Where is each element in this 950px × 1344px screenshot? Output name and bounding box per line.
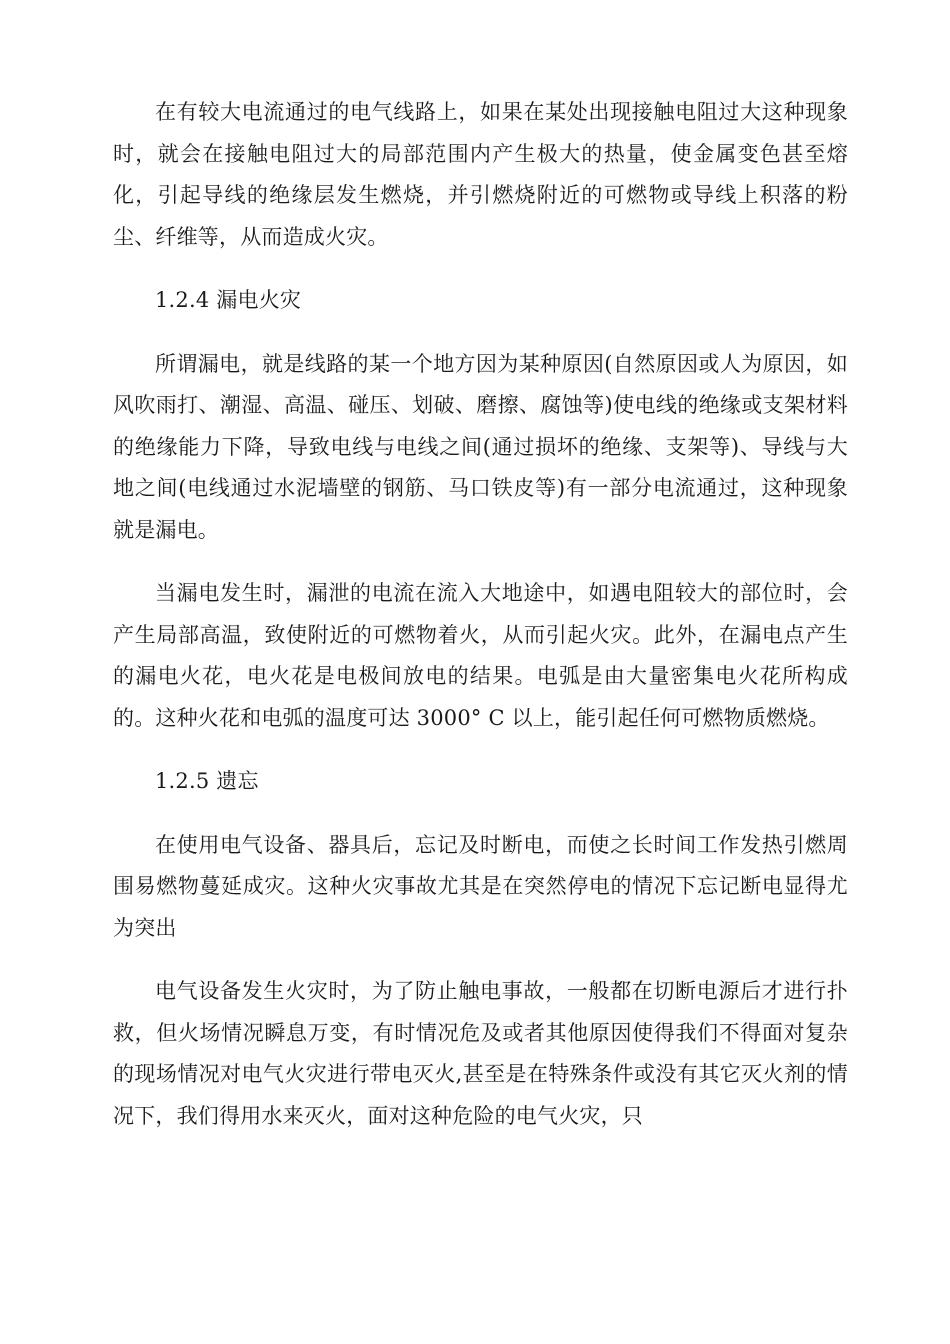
paragraph-leakage-effects: 当漏电发生时，漏泄的电流在流入大地途中，如遇电阻较大的部位时，会产生局部高温，致使附近的可燃物着火，从而引起火灾。此外，在漏电点产生的漏电火花，电火花是电极间放电的结果。电弧是由大量密集电火花所构成的。这种火花和电弧的温度可达 3000° C 以上，能引起任何可燃物质燃烧。	[113, 581, 848, 730]
paragraph-live-firefighting: 电气设备发生火灾时，为了防止触电事故，一般都在切断电源后才进行扑救，但火场情况瞬息万变，有时情况危及或者其他原因使得我们不得面对复杂的现场情况对电气火灾进行带电灭火,甚至是在特殊条件或没有其它灭火剂的情况下，我们得用水来灭火，面对这种危险的电气火灾，只	[113, 979, 848, 1128]
document-body	[113, 92, 848, 1159]
section-heading-leakage-fire: 1.2.4 漏电火灾	[155, 288, 302, 312]
paragraph-contact-resistance: 在有较大电流通过的电气线路上，如果在某处出现接触电阻过大这种现象时，就会在接触电阻过大的局部范围内产生极大的热量，使金属变色甚至熔化，引起导线的绝缘层发生燃烧，并引燃烧附近的可燃物或导线上积落的粉尘、纤维等，从而造成火灾。	[113, 100, 848, 249]
paragraph-leakage-definition: 所谓漏电，就是线路的某一个地方因为某种原因(自然原因或人为原因，如风吹雨打、潮湿、高温、碰压、划破、磨擦、腐蚀等)使电线的绝缘或支架材料的绝缘能力下降，导致电线与电线之间(通过损坏的绝缘、支架等)、导线与大地之间(电线通过水泥墙壁的钢筋、马口铁皮等)有一部分电流通过，这种现象就是漏电。	[113, 351, 848, 542]
paragraph-forgetting: 在使用电气设备、器具后，忘记及时断电，而使之长时间工作发热引燃周围易燃物蔓延成灾。这种火灾事故尤其是在突然停电的情况下忘记断电显得尤为突出	[113, 832, 848, 940]
section-heading-forgetting: 1.2.5 遗忘	[155, 769, 259, 793]
